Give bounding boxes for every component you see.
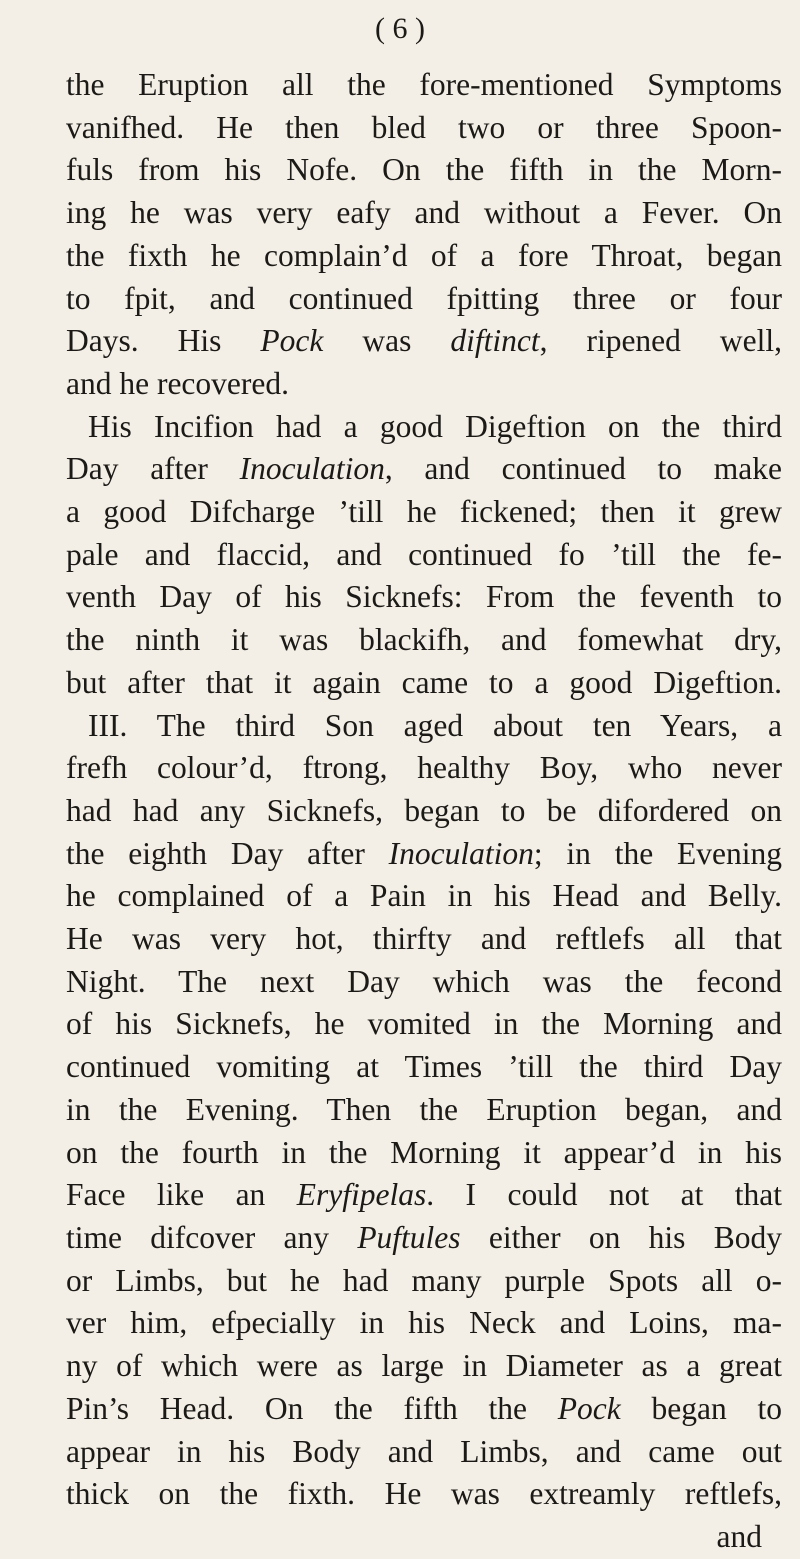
text-line: or Limbs, but he had many purple Spots all o-: [66, 1262, 782, 1298]
text-line: thick on the fixth. He was extreamly reftlefs,: [66, 1476, 782, 1512]
text-line: fuls from his Nofe. On the fifth in the Morn-: [66, 152, 782, 188]
text-line: time difcover any Puftules either on his Body: [66, 1219, 782, 1255]
text-line: on the fourth in the Morning it appear’d in his: [66, 1134, 782, 1170]
text-line: frefh colour’d, ftrong, healthy Boy, who never: [66, 750, 782, 786]
text-line: of his Sicknefs, he vomited in the Morning and: [66, 1006, 782, 1042]
text-line: appear in his Body and Limbs, and came out: [66, 1433, 782, 1469]
text-line: to fpit, and continued fpitting three or four: [66, 280, 782, 316]
text-line: the ninth it was blackifh, and fomewhat dry,: [66, 622, 782, 658]
text-line: the fixth he complain’d of a fore Throat, began: [66, 237, 782, 273]
text-line: He was very hot, thirfty and reftlefs all that: [66, 921, 782, 957]
text-line: a good Difcharge ’till he fickened; then it grew: [66, 494, 782, 530]
text-line: had had any Sicknefs, began to be difordered on: [66, 792, 782, 828]
text-line: and he recovered.: [66, 365, 289, 401]
text-line: but after that it again came to a good Digeftion.: [66, 664, 782, 700]
text-line: the Eruption all the fore-mentioned Symptoms: [66, 67, 782, 102]
text-line: pale and flaccid, and continued fo ’till the fe-: [66, 536, 782, 572]
text-line: Pin’s Head. On the fifth the Pock began to: [66, 1390, 782, 1426]
catchword: and: [716, 1518, 762, 1554]
text-line: continued vomiting at Times ’till the third Day: [66, 1049, 782, 1085]
text-line: Day after Inoculation, and continued to make: [66, 451, 782, 487]
text-line: ing he was very eafy and without a Fever. On: [66, 195, 782, 231]
text-line: ny of which were as large in Diameter as a great: [66, 1348, 782, 1384]
body-text: [66, 64, 782, 1559]
text-line: in the Evening. Then the Eruption began, and: [66, 1091, 782, 1127]
text-line: the eighth Day after Inoculation; in the Evening: [66, 835, 782, 871]
text-line: Night. The next Day which was the fecond: [66, 963, 782, 999]
text-line: venth Day of his Sicknefs: From the feventh to: [66, 579, 782, 615]
text-line: ver him, efpecially in his Neck and Loins, ma-: [66, 1305, 782, 1341]
text-line: he complained of a Pain in his Head and Belly.: [66, 878, 782, 914]
text-line: [66, 1516, 782, 1559]
page-number: ( 6 ): [375, 12, 425, 45]
text-line: Face like an Eryfipelas. I could not at that: [66, 1177, 782, 1213]
text-line: His Incifion had a good Digeftion on the third: [88, 408, 782, 444]
text-line: vanifhed. He then bled two or three Spoon-: [66, 109, 782, 145]
text-line: Days. His Pock was diftinct, ripened well,: [66, 323, 783, 359]
text-line: III. The third Son aged about ten Years, a: [88, 707, 782, 743]
